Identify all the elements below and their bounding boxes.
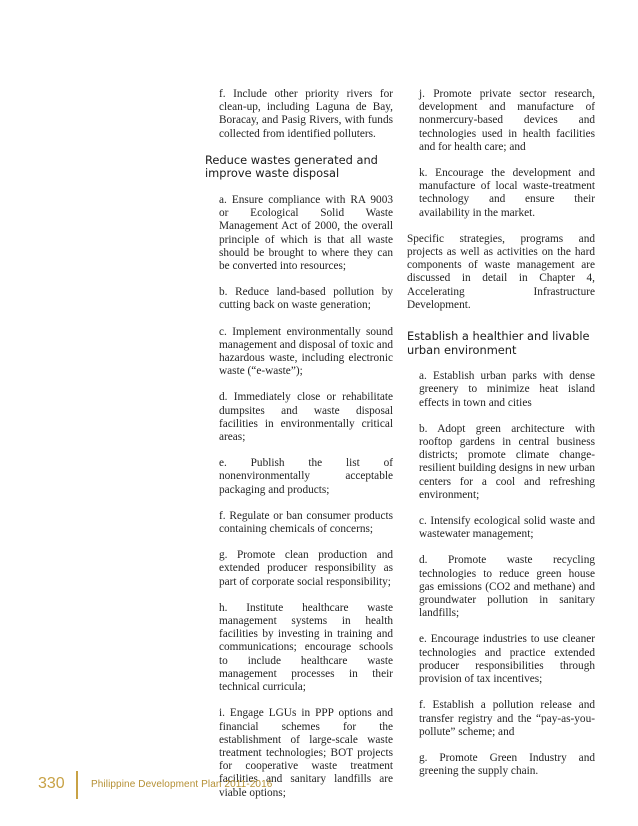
footer-divider (76, 771, 78, 799)
section-heading-urban: Establish a healthier and livable urban environment (407, 329, 590, 357)
list-item: e. Encourage industries to use cleaner technologies and practice extended producer responsibilities through provision of tax incentives; (419, 633, 595, 686)
list-item: b. Adopt green architecture with rooftop gardens in central business districts; promote climate change-resilient building designs in new urban centers for a cool and refreshing environment; (419, 422, 595, 501)
list-item: f. Regulate or ban consumer products containing chemicals of concerns; (219, 509, 393, 536)
list-item: a. Ensure compliance with RA 9003 or Ecological Solid Waste Management Act of 2000, the overall principle of which is that all waste should be brought to where they can be converted into resources; (219, 194, 393, 273)
right-column (407, 88, 595, 791)
list-item: i. Engage LGUs in PPP options and financial schemes for the establishment of large-scale waste treatment technologies; BOT projects for cooperative waste treatment facilities and sanitary landfills are viable options; (219, 707, 393, 799)
list-item: f. Establish a pollution release and transfer registry and the “pay-as-you-pollute” scheme; and (419, 699, 595, 738)
body-paragraph: Specific strategies, programs and projects as well as activities on the hard components of waste management are discussed in detail in Chapter 4, Accelerating Infrastructure Development. (407, 232, 595, 311)
page-number: 330 (38, 775, 65, 792)
list-item: k. Encourage the development and manufacture of local waste-treatment technology and ensure their availability in the market. (419, 167, 595, 219)
list-item: b. Reduce land-based pollution by cutting back on waste generation; (219, 286, 393, 312)
list-item: c. Implement environmentally sound management and disposal of toxic and hazardous waste, including electronic waste (“e-waste”); (219, 325, 393, 378)
list-item: d. Immediately close or rehabilitate dumpsites and waste disposal facilities in environmentally critical areas; (219, 391, 393, 444)
page-footer (28, 771, 428, 801)
section-heading-waste: Reduce wastes generated and improve waste disposal (205, 152, 378, 181)
list-item: j. Promote private sector research, development and manufacture of nonmercury-based devices and technologies used in health facilities and for health care; and (419, 88, 595, 153)
list-item: h. Institute healthcare waste management systems in health facilities by investing in training and communications; encourage schools to include healthcare waste management processes in their technical curricula; (219, 601, 393, 694)
left-column (205, 88, 393, 813)
list-item: d. Promote waste recycling technologies to reduce green house gas emissions (CO2 and methane) and groundwater pollution in sanitary landfills; (419, 554, 595, 620)
list-item: a. Establish urban parks with dense greenery to minimize heat island effects in town and cities (419, 370, 595, 409)
list-item: g. Promote clean production and extended producer responsibility as part of corporate social responsibility; (219, 549, 393, 588)
list-item: c. Intensify ecological solid waste and wastewater management; (419, 515, 595, 541)
list-item: f. Include other priority rivers for clean-up, including Laguna de Bay, Boracay, and Pasig Rivers, with funds collected from identified polluters. (219, 88, 393, 140)
list-item: e. Publish the list of nonenvironmentally acceptable packaging and products; (219, 457, 393, 496)
footer-title: Philippine Development Plan 2011-2016 (91, 779, 273, 790)
list-item: g. Promote Green Industry and greening the supply chain. (419, 751, 595, 778)
